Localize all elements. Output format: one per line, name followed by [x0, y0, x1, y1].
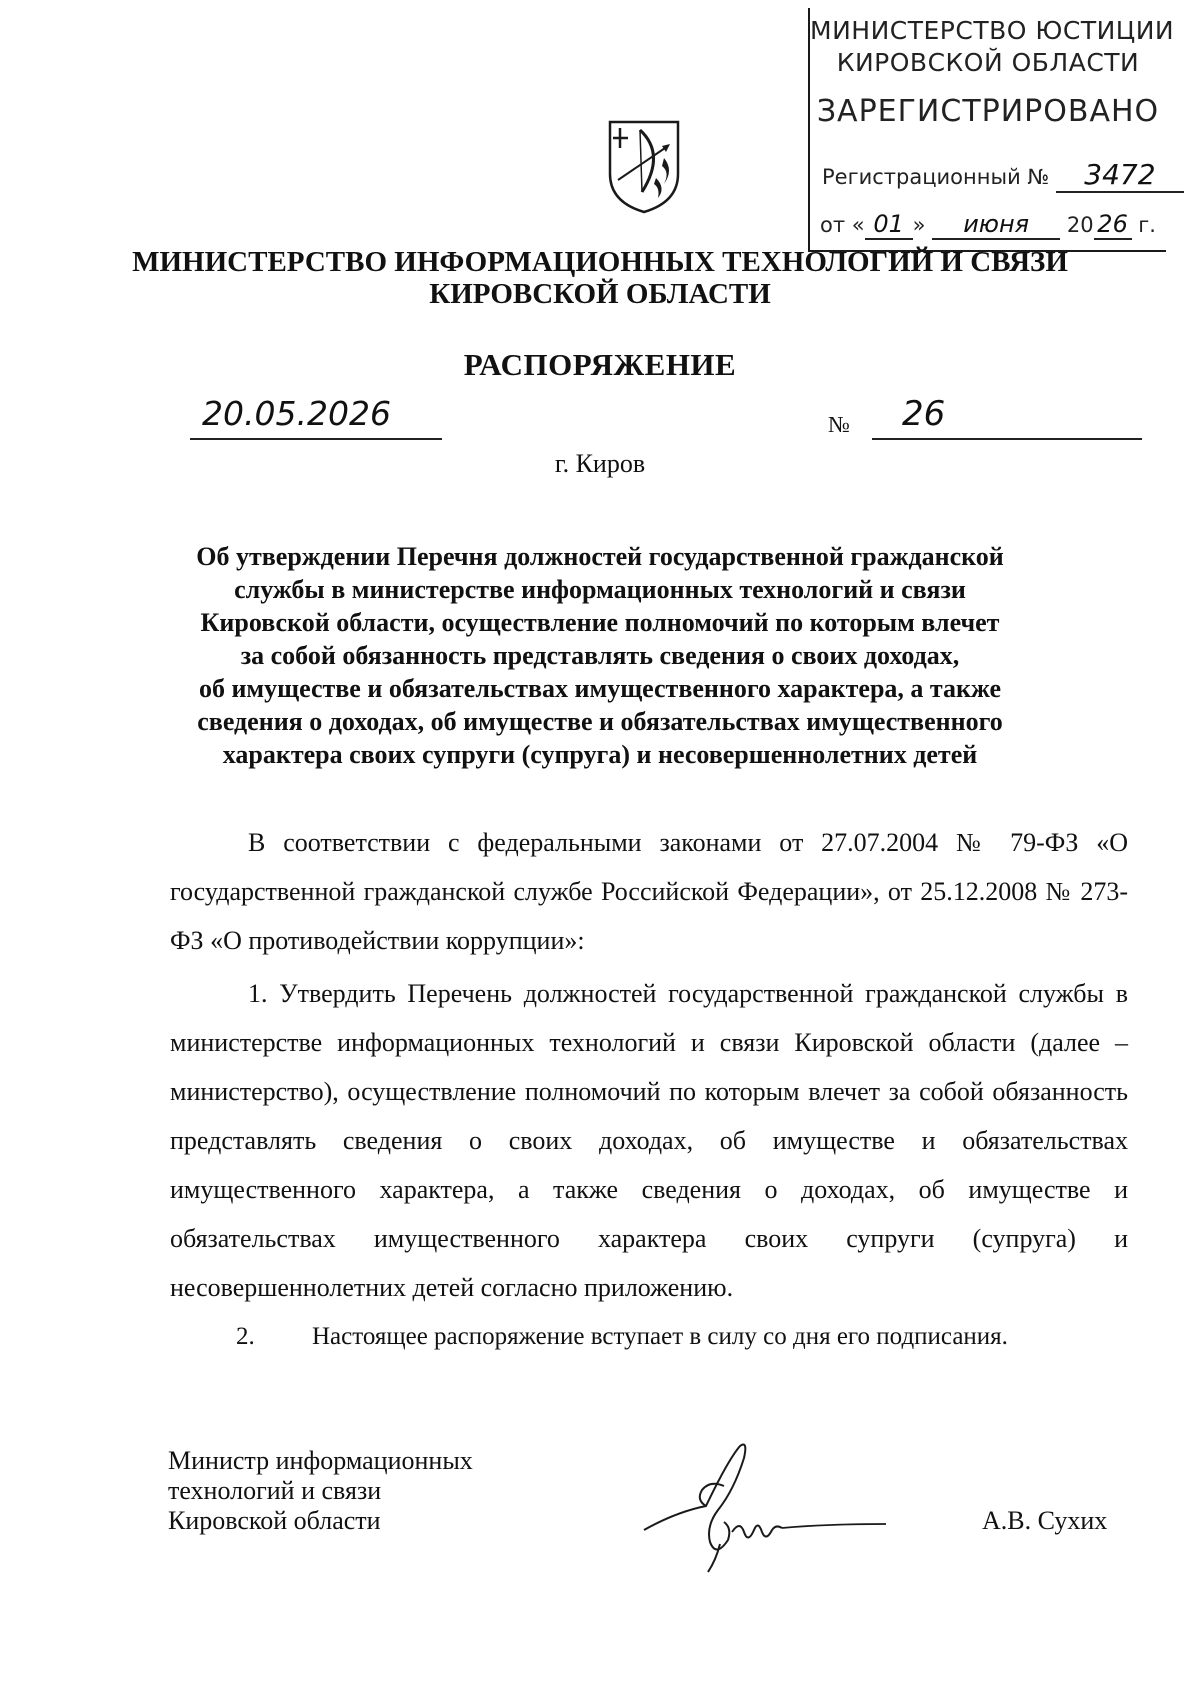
item-2-text: Настоящее распоряжение вступает в силу со дня его подписания. [312, 1323, 1008, 1350]
stamp-date-year-prefix: 20 [1066, 213, 1094, 237]
document-title [0, 540, 1200, 771]
signer-name: А.В. Сухих [982, 1506, 1108, 1535]
stamp-date-row [820, 210, 1156, 240]
item-1-paragraph: 1. Утвердить Перечень должностей государственной гражданской службы в министерстве информационных технологий и связи Кировской области (далее – министерство), осуществление полномочий по которым влечет за собой обязанность представлять сведения о своих доходах, об имуществе и обязательствах имущественного характера, а также сведения о доходах, об имуществе и обязательствах имущественного характера своих супруги (супруга) и несовершеннолетних детей согласно приложению. [170, 979, 1128, 1302]
ministry-name-line1: МИНИСТЕРСТВО ИНФОРМАЦИОННЫХ ТЕХНОЛОГИЙ И СВЯЗИ [132, 246, 1068, 278]
title-line: Об утверждении Перечня должностей государственной гражданской [196, 542, 1004, 571]
title-line: Кировской области, осуществление полномочий по которым влечет [200, 608, 1000, 637]
document-date-field [190, 394, 442, 440]
title-line: характера своих супруги (супруга) и несовершеннолетних детей [222, 740, 978, 769]
title-line: сведения о доходах, об имуществе и обязательствах имущественного [197, 707, 1003, 736]
stamp-line-ministry-justice: МИНИСТЕРСТВО ЮСТИЦИИ [810, 16, 1175, 45]
stamp-date-year: 26 [1094, 210, 1132, 240]
signer-position-line1: Министр информационных [168, 1446, 473, 1475]
stamp-date-suffix: г. [1138, 213, 1156, 237]
title-line: об имуществе и обязательствах имущественного характера, а также [198, 674, 1002, 703]
signer-position-line2: технологий и связи [168, 1476, 382, 1505]
document-type: РАСПОРЯЖЕНИЕ [463, 347, 737, 382]
item-2-paragraph [236, 1312, 1136, 1361]
document-number-label: № [828, 412, 850, 437]
preamble-paragraph: В соответствии с федеральными законами от 27.07.2004 № 79-ФЗ «О государственной гражданской службе Российской Федерации», от 25.12.2008 № 273-ФЗ «О противодействии коррупции»: [170, 828, 1128, 955]
stamp-registration-row [822, 158, 1184, 193]
signer-position-line3: Кировской области [168, 1506, 381, 1535]
stamp-reg-number: 3472 [1056, 158, 1184, 193]
document-city: г. Киров [554, 449, 646, 478]
stamp-date-month: июня [932, 210, 1060, 240]
registration-stamp [808, 8, 1175, 252]
stamp-line-region: КИРОВСКОЙ ОБЛАСТИ [836, 48, 1140, 77]
item-2-number: 2. [236, 1323, 255, 1350]
stamp-line-registered: ЗАРЕГИСТРИРОВАНО [816, 94, 1160, 129]
ministry-name [0, 246, 1200, 310]
ministry-name-line2: КИРОВСКОЙ ОБЛАСТИ [429, 278, 771, 310]
stamp-reg-label: Регистрационный № [822, 165, 1050, 189]
handwritten-signature [636, 1440, 896, 1576]
stamp-date-mid: » [912, 213, 926, 237]
stamp-date-prefix: от « [820, 213, 865, 237]
document-date: 20.05.2026 [202, 394, 391, 433]
signer-position [168, 1446, 473, 1536]
kirov-coat-of-arms-icon [604, 118, 684, 214]
document-number: 26 [902, 394, 946, 434]
stamp-date-day: 01 [865, 210, 913, 240]
title-line: службы в министерстве информационных технологий и связи [234, 575, 966, 604]
document-number-field [872, 394, 1142, 440]
title-line: за собой обязанность представлять сведения о своих доходах, [240, 641, 960, 670]
